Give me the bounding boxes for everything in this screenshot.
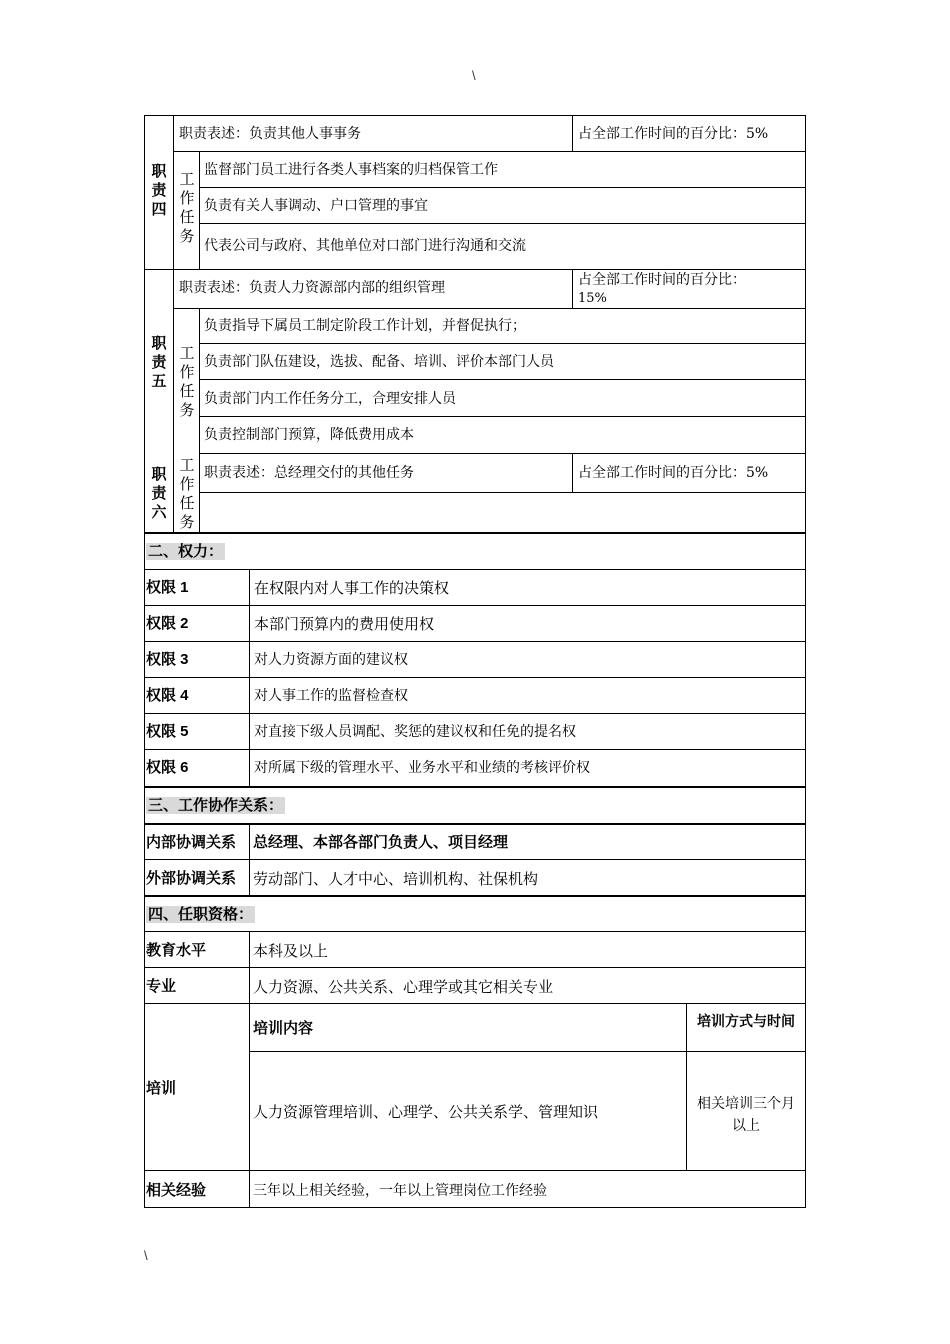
row-divider xyxy=(144,859,806,860)
duty4-task-2: 负责有关人事调动、户口管理的事宜 xyxy=(204,198,428,214)
duty4-label: 职责四 xyxy=(151,163,167,218)
duty5-percent-line2: 15% xyxy=(578,291,607,306)
power-2-label: 权限 2 xyxy=(146,615,189,632)
row-divider xyxy=(199,343,806,344)
major-value: 人力资源、公共关系、心理学或其它相关专业 xyxy=(253,978,554,996)
duty5-task-label: 工作任务 xyxy=(179,344,195,419)
row-divider xyxy=(249,1051,806,1052)
table-right-border xyxy=(805,115,806,1208)
external-relations-value: 劳动部门、人才中心、培训机构、社保机构 xyxy=(253,870,539,888)
col-divider xyxy=(249,931,250,1208)
power-3-text: 对人力资源方面的建议权 xyxy=(254,652,408,668)
duty4-task-1: 监督部门员工进行各类人事档案的归档保管工作 xyxy=(204,162,498,178)
power-1-text: 在权限内对人事工作的决策权 xyxy=(254,579,450,597)
power-5-text: 对直接下级人员调配、奖惩的建议权和任免的提名权 xyxy=(254,724,576,740)
powers-heading xyxy=(146,544,225,560)
row-divider xyxy=(144,569,806,570)
external-relations-label: 外部协调关系 xyxy=(146,870,237,887)
col-divider xyxy=(249,823,250,896)
training-method: 相关培训三个月以上 xyxy=(697,1096,795,1134)
power-3-label: 权限 3 xyxy=(146,651,189,668)
duty5-percent-line1: 占全部工作时间的百分比： xyxy=(578,272,746,288)
experience-label: 相关经验 xyxy=(146,1182,207,1199)
training-method-header: 培训方式与时间 xyxy=(697,1013,795,1029)
row-divider xyxy=(144,641,806,642)
power-1-label: 权限 1 xyxy=(146,579,189,596)
row-divider xyxy=(144,1170,806,1171)
duty4-percent: 占全部工作时间的百分比：5% xyxy=(578,126,769,142)
training-label: 培训 xyxy=(146,1080,177,1097)
row-divider xyxy=(144,1003,806,1004)
duty6-label: 职责六 xyxy=(151,466,167,521)
power-4-text: 对人事工作的监督检查权 xyxy=(254,688,408,704)
row-divider xyxy=(144,677,806,678)
duty6-desc: 职责表述：总经理交付的其他任务 xyxy=(204,465,414,481)
section-divider xyxy=(144,786,806,788)
col-divider xyxy=(199,151,200,269)
experience-value: 三年以上相关经验，一年以上管理岗位工作经验 xyxy=(253,1183,547,1199)
power-2-text: 本部门预算内的费用使用权 xyxy=(254,615,435,633)
page-mark-bottom: \ xyxy=(144,1248,148,1263)
section-divider xyxy=(144,895,806,897)
internal-relations-label: 内部协调关系 xyxy=(146,834,237,851)
qualifications-heading-text: 四、任职资格： xyxy=(148,906,254,923)
relations-heading-text: 三、工作协作关系： xyxy=(148,797,284,814)
power-5-label: 权限 5 xyxy=(146,723,189,740)
education-value: 本科及以上 xyxy=(253,942,329,960)
col-divider xyxy=(173,115,174,533)
training-content: 人力资源管理培训、心理学、公共关系学、管理知识 xyxy=(253,1103,599,1121)
col-divider xyxy=(572,269,573,309)
row-divider xyxy=(173,151,806,152)
row-divider xyxy=(199,187,806,188)
duty6-task-label: 工作任务 xyxy=(179,456,195,531)
duty4-task-label: 工作任务 xyxy=(179,170,195,245)
duty5-task-3: 负责部门内工作任务分工，合理安排人员 xyxy=(204,391,456,407)
row-divider xyxy=(144,269,806,270)
education-label: 教育水平 xyxy=(146,942,207,959)
duty5-task-1: 负责指导下属员工制定阶段工作计划，并督促执行； xyxy=(204,318,526,334)
internal-relations-value: 总经理、本部各部门负责人、项目经理 xyxy=(253,834,509,851)
duty6-percent: 占全部工作时间的百分比：5% xyxy=(578,465,769,481)
col-divider xyxy=(572,115,573,152)
duty5-label: 职责五 xyxy=(151,335,167,390)
power-6-text: 对所属下级的管理水平、业务水平和业绩的考核评价权 xyxy=(254,760,590,776)
power-6-label: 权限 6 xyxy=(146,759,189,776)
row-divider xyxy=(199,379,806,380)
col-divider xyxy=(572,453,573,493)
row-divider xyxy=(144,605,806,606)
duty5-desc: 职责表述：负责人力资源部内部的组织管理 xyxy=(179,280,445,296)
row-divider xyxy=(199,223,806,224)
major-label: 专业 xyxy=(146,978,177,995)
row-divider xyxy=(144,749,806,750)
row-divider xyxy=(173,308,806,309)
duty4-task-3: 代表公司与政府、其他单位对口部门进行沟通和交流 xyxy=(204,238,526,254)
row-divider xyxy=(144,967,806,968)
row-divider xyxy=(144,931,806,932)
row-divider xyxy=(199,453,806,454)
training-content-header: 培训内容 xyxy=(253,1020,314,1037)
power-4-label: 权限 4 xyxy=(146,687,189,704)
row-divider xyxy=(199,492,806,493)
section-divider xyxy=(144,823,806,825)
relations-heading xyxy=(146,798,285,814)
row-divider xyxy=(199,416,806,417)
col-divider xyxy=(249,569,250,787)
table-left-border xyxy=(144,115,145,1208)
duty5-task-2: 负责部门队伍建设，选拔、配备、培训、评价本部门人员 xyxy=(204,354,554,370)
table-top-border xyxy=(144,115,806,116)
section-divider xyxy=(144,532,806,534)
row-divider xyxy=(144,713,806,714)
col-divider xyxy=(199,308,200,533)
table-bottom-border xyxy=(144,1207,806,1208)
duty5-task-4: 负责控制部门预算，降低费用成本 xyxy=(204,427,414,443)
page-mark-top: \ xyxy=(472,68,476,83)
col-divider xyxy=(686,1003,687,1171)
duty4-desc: 职责表述：负责其他人事事务 xyxy=(179,126,361,142)
powers-heading-text: 二、权力： xyxy=(148,543,224,560)
qualifications-heading xyxy=(146,907,255,923)
